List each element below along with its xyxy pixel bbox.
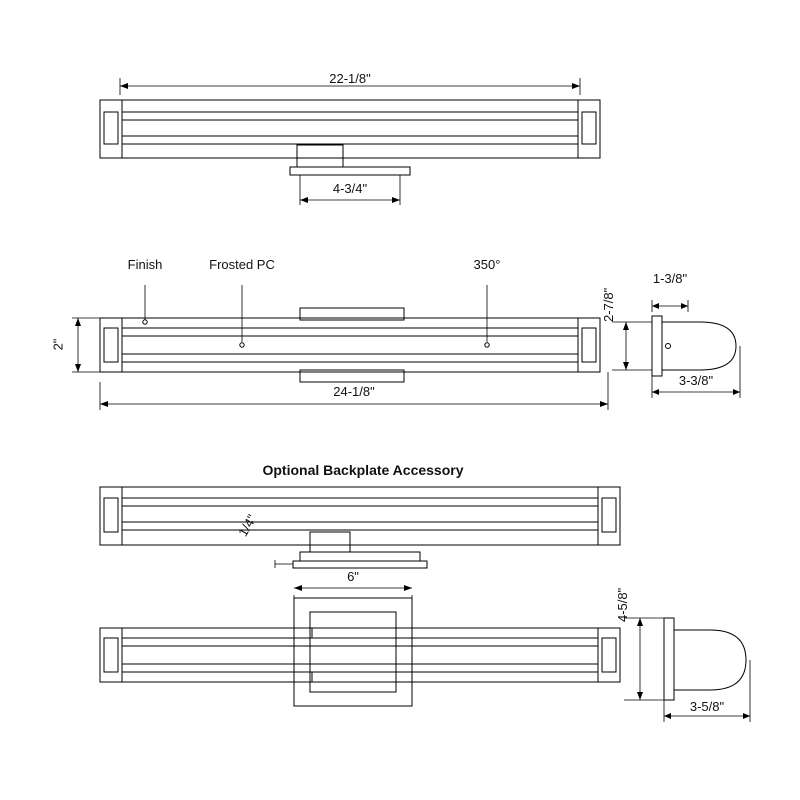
dimension-label-backplate-side-height: 4-5/8" — [615, 587, 630, 622]
backplate-front-view-group — [100, 585, 620, 706]
section-title-optional-backplate: Optional Backplate Accessory — [262, 462, 464, 478]
dimension-label-front-view-height: 2" — [50, 338, 66, 351]
dimension-label-top-view-width: 22-1/8" — [329, 71, 371, 86]
dimension-label-front-view-width: 24-1/8" — [333, 384, 375, 399]
callout-label-beam-angle: 350° — [473, 257, 501, 272]
callout-label-frosted-pc: Frosted PC — [209, 257, 275, 272]
dimension-label-side-view-height: 2-7/8" — [601, 287, 616, 322]
backplate-side-view-group — [624, 618, 750, 722]
dimension-label-backplate-width: 6" — [347, 569, 359, 584]
side-view-group — [612, 300, 740, 398]
dimension-label-side-view-width: 3-3/8" — [678, 373, 714, 388]
dimension-label-side-view-depth: 1-3/8" — [652, 271, 688, 286]
dimension-label-top-view-backplate-width: 4-3/4" — [332, 181, 368, 196]
dimension-label-backplate-thickness: 1/4" — [235, 511, 260, 539]
backplate-top-view-group — [100, 487, 620, 568]
callout-label-finish: Finish — [127, 257, 163, 272]
dimension-label-backplate-side-width: 3-5/8" — [689, 699, 725, 714]
